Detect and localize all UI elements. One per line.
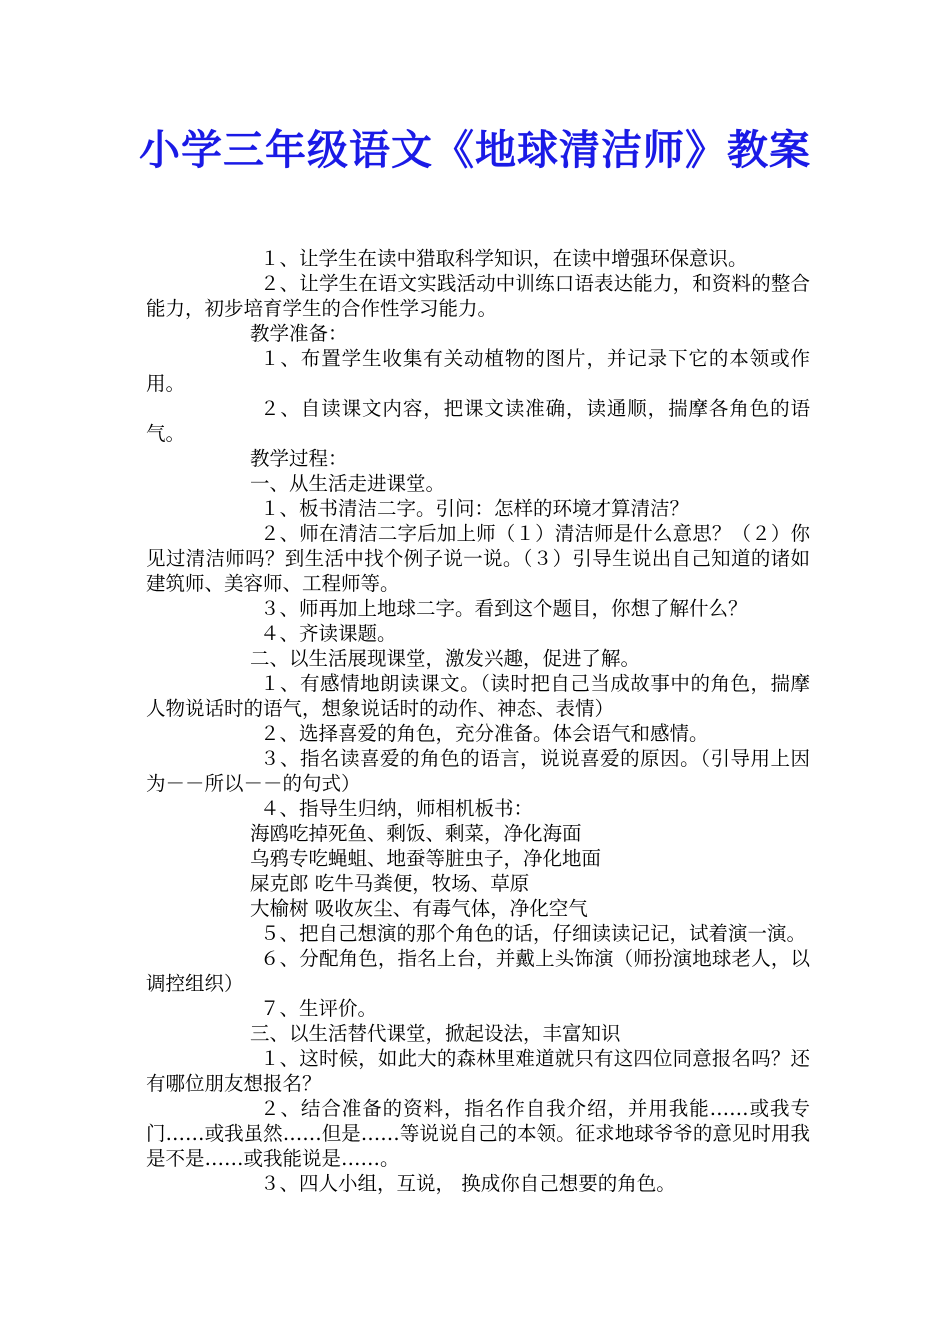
section-heading: 二、以生活展现课堂，激发兴趣，促进了解。 bbox=[250, 647, 641, 670]
paragraph: ５、把自己想演的那个角色的话，仔细读读记记，试着演一演。 bbox=[260, 922, 807, 945]
paragraph: ２、师在清洁二字后加上师（１）清洁师是什么意思？（２）你见过清洁师吗？到生活中找个例子说一说。（３）引导生说出自己知道的诸如建筑师、美容师、工程师等。 bbox=[146, 522, 810, 595]
paragraph: ２、自读课文内容，把课文读准确，读通顺，揣摩各角色的语气。 bbox=[146, 397, 810, 445]
document-body bbox=[146, 246, 810, 1196]
paragraph: １、布置学生收集有关动植物的图片，并记录下它的本领或作用。 bbox=[146, 347, 810, 395]
paragraph: １、让学生在读中猎取科学知识，在读中增强环保意识。 bbox=[260, 247, 748, 270]
paragraph: ３、指名读喜爱的角色的语言，说说喜爱的原因。（引导用上因为－－所以－－的句式） bbox=[146, 747, 810, 795]
board-note: 屎克郎 吃牛马粪便，牧场、草原 bbox=[250, 872, 530, 895]
paragraph: １、这时候，如此大的森林里难道就只有这四位同意报名吗？还有哪位朋友想报名？ bbox=[146, 1047, 810, 1095]
section-heading: 一、从生活走进课堂。 bbox=[250, 472, 446, 495]
section-heading: 教学准备： bbox=[250, 322, 348, 345]
paragraph: ３、师再加上地球二字。看到这个题目，你想了解什么？ bbox=[260, 597, 748, 620]
paragraph: ７、生评价。 bbox=[260, 997, 378, 1020]
paragraph: ２、结合准备的资料，指名作自我介绍，并用我能……或我专门……或我虽然……但是……等说说自己的本领。征求地球爷爷的意见时用我是不是……或我能说是……。 bbox=[146, 1097, 810, 1170]
paragraph: １、板书清洁二字。引问：怎样的环境才算清洁？ bbox=[260, 497, 690, 520]
paragraph: ２、选择喜爱的角色，充分准备。体会语气和感情。 bbox=[260, 722, 709, 745]
paragraph: ３、四人小组，互说， 换成你自己想要的角色。 bbox=[260, 1172, 676, 1195]
paragraph: ６、分配角色，指名上台，并戴上头饰演（师扮演地球老人，以调控组织） bbox=[146, 947, 810, 995]
document-title: 小学三年级语文《地球清洁师》教案 bbox=[139, 126, 811, 174]
paragraph: ２、让学生在语文实践活动中训练口语表达能力，和资料的整合能力，初步培育学生的合作性学习能力。 bbox=[146, 272, 810, 320]
board-note: 乌鸦专吃蝇蛆、地蚕等脏虫子，净化地面 bbox=[250, 847, 602, 870]
board-note: 海鸥吃掉死鱼、剩饭、剩菜，净化海面 bbox=[250, 822, 582, 845]
paragraph: １、有感情地朗读课文。（读时把自己当成故事中的角色，揣摩人物说话时的语气，想象说话时的动作、神态、表情） bbox=[146, 672, 810, 720]
board-note: 大榆树 吸收灰尘、有毒气体，净化空气 bbox=[250, 897, 588, 920]
paragraph: ４、指导生归纳，师相机板书： bbox=[260, 797, 534, 820]
section-heading: 教学过程： bbox=[250, 447, 348, 470]
section-heading: 三、以生活替代课堂，掀起设法，丰富知识 bbox=[250, 1022, 621, 1045]
paragraph: ４、齐读课题。 bbox=[260, 622, 397, 645]
